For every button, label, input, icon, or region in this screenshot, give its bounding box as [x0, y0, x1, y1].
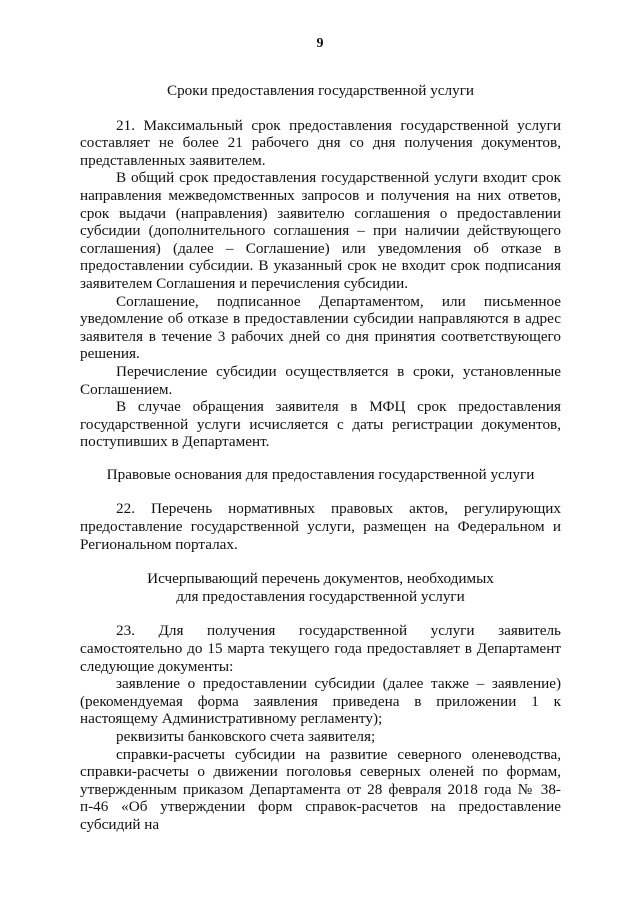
paragraph: справки-расчеты субсидии на развитие северного оленеводства, справки-расчеты о движении поголовья северных оленей по формам, утвержденным приказом Департамента от 28 февраля 2018 года № 38-п-46 «Об утверждении форм справок-расчетов на предоставление субсидий на	[80, 745, 561, 833]
section-heading-deadlines: Сроки предоставления государственной услуги	[166, 82, 475, 99]
paragraph: Соглашение, подписанное Департаментом, или письменное уведомление об отказе в предоставлении субсидии направляются в адрес заявителя в течение 3 рабочих дней со дня принятия соответствующего решения.	[80, 292, 561, 363]
section-heading-documents	[80, 570, 561, 605]
paragraph: В случае обращения заявителя в МФЦ срок предоставления государственной услуги исчисляется с даты регистрации документов, поступивших в Департамент.	[80, 398, 561, 451]
section-heading-legal-basis: Правовые основания для предоставления государственной услуги	[106, 465, 535, 483]
heading-line: для предоставления государственной услуги	[176, 587, 465, 605]
heading-line: Исчерпывающий перечень документов, необходимых	[147, 570, 494, 588]
paragraph: реквизиты банковского счета заявителя;	[116, 728, 376, 745]
document-body	[80, 82, 561, 834]
page-number: 9	[316, 36, 324, 51]
paragraph: В общий срок предоставления государственной услуги входит срок направления межведомственных запросов и получения на них ответов, срок выдачи (направления) заявителю соглашения о предоставлении субсидии (дополнительного соглашения – при наличии действующего соглашения) (далее – Соглашение) или уведомления об отказе в предоставлении субсидии. В указанный срок не входит срок подписания заявителем Соглашения и перечисления субсидии.	[80, 169, 561, 292]
paragraph: 23. Для получения государственной услуги заявитель самостоятельно до 15 марта текущего года предоставляет в Департамент следующие документы:	[80, 622, 561, 675]
paragraph: Перечисление субсидии осуществляется в сроки, установленные Соглашением.	[80, 362, 561, 398]
paragraph: заявление о предоставлении субсидии (далее также – заявление) (рекомендуемая форма заявления приведена в приложении 1 к настоящему Административному регламенту);	[80, 675, 561, 728]
paragraph: 22. Перечень нормативных правовых актов, регулирующих предоставление государственной услуги, размещен на Федеральном и Региональном порталах.	[80, 500, 561, 553]
paragraph: 21. Максимальный срок предоставления государственной услуги составляет не более 21 рабочего дня со дня получения документов, представленных заявителем.	[80, 116, 561, 169]
